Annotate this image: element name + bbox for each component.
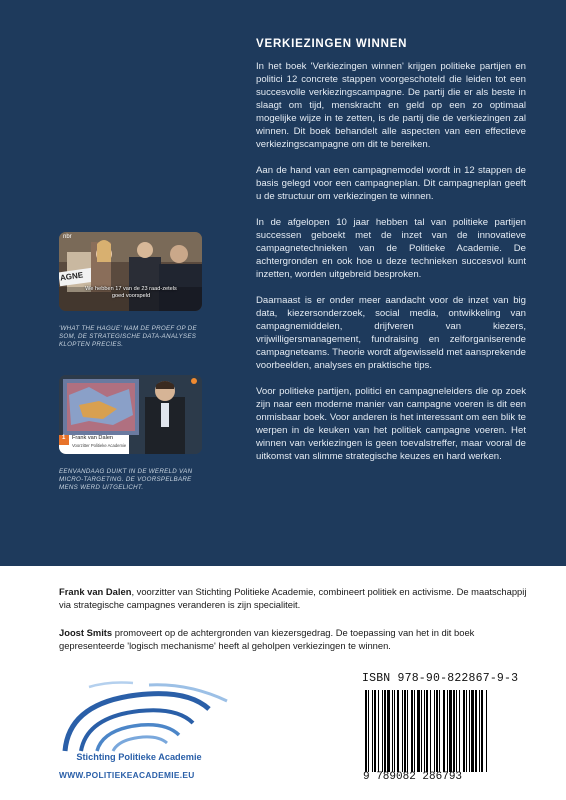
blurb: [256, 60, 526, 476]
author-text: , voorzitter van Stichting Politieke Academie, combineert politiek en activisme. De maatschappij via strategische campagnes veranderen is zijn specialiteit.: [59, 586, 527, 610]
blurb-paragraph: Daarnaast is er onder meer aandacht voor de inzet van big data, kiezersonderzoek, social media, ontwikkeling van campagnemiddelen, drijfveren van kiezers, vrijwilligersmanagement, fundraising en zelforganiserende campagneteams. Theorie wordt afgewisseld met aansprekende voorbeelden, analyses en praktische tips.: [256, 295, 526, 371]
cover-title: VERKIEZINGEN WINNEN: [256, 38, 408, 50]
tv-subtitle: We hebben 17 van de 23 raad-zetels goed voorspeld: [85, 286, 177, 299]
author-name: Frank van Dalen: [59, 586, 132, 597]
tv-still-studio: [59, 375, 202, 454]
publisher-url[interactable]: WWW.POLITIEKEACADEMIE.EU: [59, 770, 195, 780]
channel-logo: nbr: [63, 234, 72, 240]
author-name: Joost Smits: [59, 627, 113, 638]
author-bio: [59, 585, 529, 611]
blurb-paragraph: In de afgelopen 10 jaar hebben tal van politieke partijen successen geboekt met de inzet van de innovatieve campagnetechnieken van de Politieke Academie. De achtergronden en ook hoe u deze technieken succesvol kunt inzetten, worden uitgebreid besproken.: [256, 217, 526, 280]
channel-badge: 1: [62, 435, 66, 441]
blurb-paragraph: Voor politieke partijen, politici en campagneleiders die op zoek zijn naar een moderne manier van campagne voeren is dit een onmisbaar boek. Voor anderen is het interessant om een blik te werpen in de keuken van het politiek campagne voeren. Het winnen van verkiezingen is geen toevalstreffer, maar vooral de uitkomst van slimme strategische keuzes en hard werken.: [256, 386, 526, 462]
isbn-label: ISBN 978-90-822867-9-3: [362, 672, 519, 685]
blurb-paragraph: In het boek 'Verkiezingen winnen' krijgen politieke partijen en politici 12 concrete stappen voorgeschoteld die leiden tot een succesvolle verkiezingscampagne. De partij die er als beste in slaagt om tijd, menskracht en geld op een zo optimaal mogelijke wijze in te zetten, is de partij die de verkiezingen zal winnen. Dit boek behandelt alle aspecten van een effectieve verkiezingscampagne om dit te bereiken.: [256, 61, 526, 150]
barcode-icon: [363, 690, 527, 772]
publisher-name: Stichting Politieke Academie: [76, 752, 202, 762]
name-bar-subtitle: Voorzitter Politieke Academie: [72, 443, 127, 448]
author-text: promoveert op de achtergronden van kiezersgedrag. De toepassing van het in dit boek gepresenteerde 'logisch mechanisme' heeft al geholpen verkiezingen te winnen.: [59, 627, 475, 651]
photo-caption: EENVANDAAG DUIKT IN DE WERELD VAN MICRO-TARGETING. DE VOORSPELBARE MENS WERD UITGELICHT.: [59, 468, 193, 492]
sign-text: AGNE: [59, 270, 84, 283]
blurb-paragraph: Aan de hand van een campagnemodel wordt in 12 stappen de basis gelegd voor een campagneplan. Dit campagneplan geeft u de structuur om verkiezingen te winnen.: [256, 165, 526, 202]
barcode-digits: 9 789082 286793: [363, 771, 463, 783]
tv-still-interview: [59, 232, 202, 311]
photo-caption: 'WHAT THE HAGUE' NAM DE PROEF OP DE SOM, DE STRATEGISCHE DATA-ANALYSES KLOPTEN PRECIES.: [59, 325, 197, 349]
parliament-logo-icon: [59, 681, 239, 756]
name-bar: Frank van Dalen: [72, 435, 114, 441]
author-bio: [59, 626, 529, 652]
